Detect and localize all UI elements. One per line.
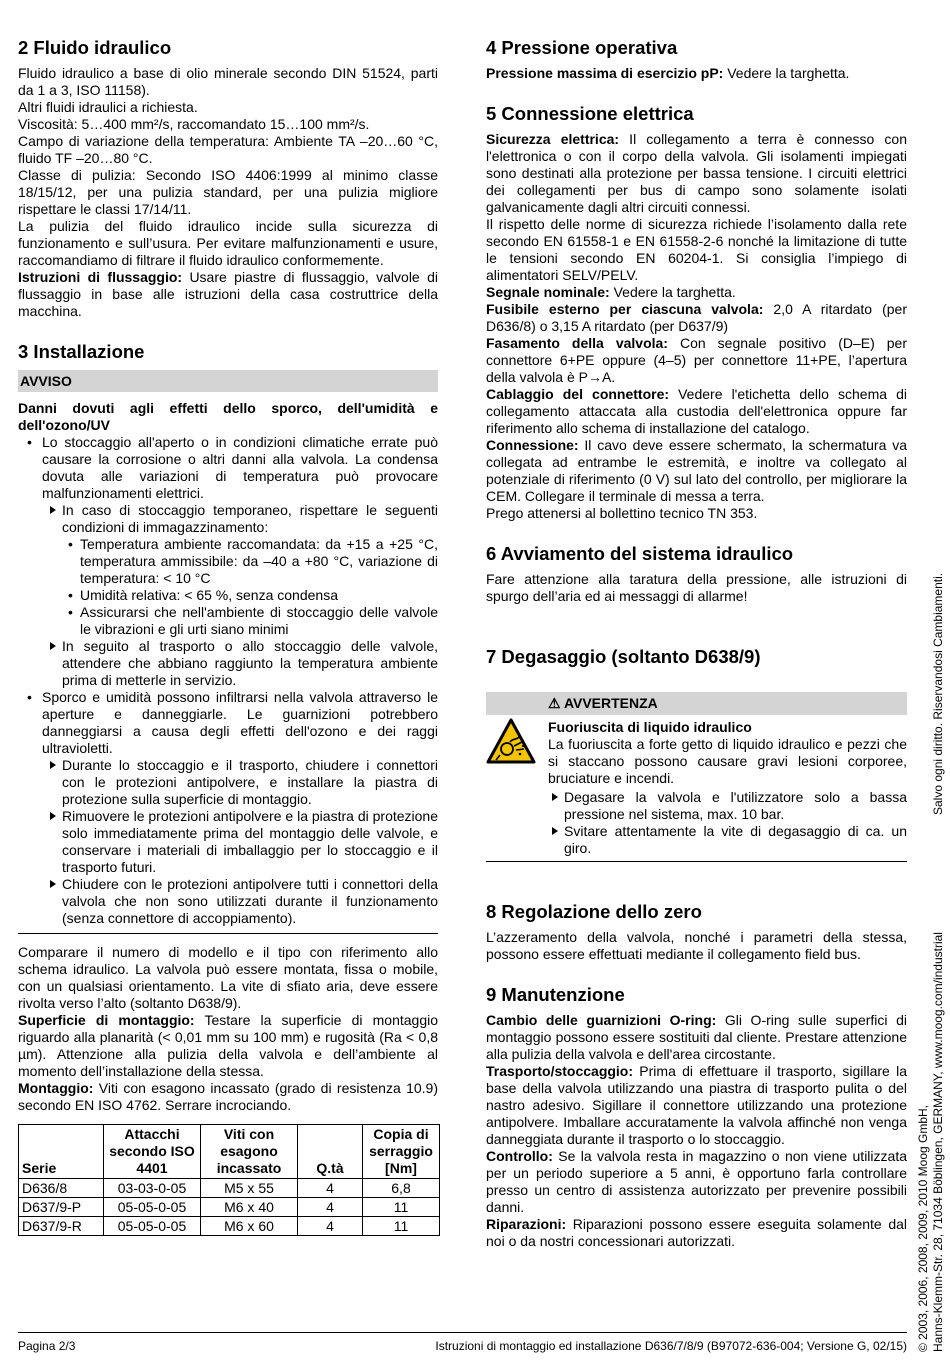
table-cell: 05-05-0-05 [104, 1198, 201, 1217]
section-3-title: 3 Installazione [18, 341, 145, 362]
table-cell: M6 x 60 [201, 1217, 298, 1236]
section-8-title: 8 Regolazione dello zero [486, 901, 702, 922]
s2-paragraph-1: Fluido idraulico a base di olio minerale secondo DIN 51524, parti da 1 a 3, ISO 11158). [18, 65, 438, 98]
table-cell: 4 [298, 1179, 363, 1198]
s9-label-4: Riparazioni: [486, 1216, 567, 1232]
table-header: Copia di serraggio [Nm] [363, 1125, 440, 1179]
s9-label-2: Trasporto/stoccaggio: [486, 1063, 634, 1079]
left-column [18, 36, 438, 1236]
screw-table [18, 1124, 440, 1236]
s9-paragraph-4 [486, 1216, 907, 1250]
address-line: Hanns-Klemm-Str. 28, 71034 Böblingen, GERMANY, www.moog.com/industrial [931, 932, 945, 1352]
s5-paragraph-8: Prego attenersi al bollettino tecnico TN 353. [486, 505, 758, 521]
pressure-label: Pressione massima di esercizio pP: [486, 65, 724, 81]
fluid-jet-hazard-icon [486, 718, 536, 764]
s5-label-7: Connessione: [486, 437, 579, 453]
s5-text-7: Il cavo deve essere schermato, la schermatura va collegata ad entrambe le estremità, e inoltre va collegato al potenziale di riferimento (0 V) sul lato del controllo, per migliorare la CEM. Collegare il terminale di messa a terra. [486, 437, 907, 504]
s5-text-1: Il collegamento a terra è connesso con l'elettronica o con il corpo della valvola. Gli isolamenti impiegati sono destinati alla protezione per bassa tensione. I circuiti elettrici dei collegamenti per bus di campo sono solamente isolati galvanicamente dagli altri circuiti connessi. [486, 131, 907, 215]
s5-paragraph-1 [486, 131, 907, 216]
copyright-line: © 2003, 2006, 2008, 2009, 2010 Moog GmbH, [916, 1104, 930, 1352]
s2-paragraph-2: Altri fluidi idraulici a richiesta. [18, 99, 198, 115]
s5-label-1: Sicurezza elettrica: [486, 131, 620, 147]
list-item: • Sporco e umidità possono infiltrarsi nella valvola attraverso le aperture e danneggiarle. Le guarnizioni potrebbero danneggiarsi a causa degli effetti dell'ozono e dei raggi ultravioletti. [18, 689, 438, 757]
compare-paragraph: Comparare il numero di modello e il tipo con riferimento allo schema idraulico. La valvola può essere montata, fissa o mobile, con un qualsiasi orientamento. La vite di sfiato aria, deve essere rivolta verso l’alto (soltanto D638/9). [18, 944, 438, 1011]
s9-label-3: Controllo: [486, 1148, 553, 1164]
warning-body [486, 719, 907, 857]
table-row [19, 1179, 440, 1198]
s5-paragraph-4 [486, 301, 907, 335]
surface-label: Superficie di montaggio: [18, 1012, 195, 1028]
table-cell: 4 [298, 1217, 363, 1236]
list-item: • Umidità relativa: < 65 %, senza condensa [18, 587, 438, 604]
mount-text: Viti con esagono incassato (grado di resistenza 10.9) secondo EN ISO 4762. Serrare incrociando. [18, 1080, 438, 1113]
s5-paragraph-2: Il rispetto delle norme di sicurezza richiede l’isolamento dalla rete secondo EN 61558-1 e EN 61558-2-6 nonché la limitazione di tutte le tensioni secondo EN 60204-1. Si consiglia l’impiego di alimentatori SELV/PELV. [486, 216, 907, 283]
warning-label: AVVERTENZA [563, 695, 658, 711]
list-item: Svitare attentamente la vite di degasaggio di ca. un giro. [548, 823, 907, 857]
rights-line: Salvo ogni diritto. Riservandosi Cambiamenti. [931, 572, 945, 815]
warning-box [486, 692, 907, 862]
table-cell: M5 x 55 [201, 1179, 298, 1198]
s5-label-3: Segnale nominale: [486, 284, 610, 300]
section-6-title: 6 Avviamento del sistema idraulico [486, 543, 794, 564]
table-header-row [19, 1125, 440, 1179]
footer [18, 1332, 907, 1353]
s5-label-5: Fasamento della valvola: [486, 335, 668, 351]
s6-paragraph: Fare attenzione alla taratura della pressione, alle istruzioni di spurgo dell’aria ed ai messaggi di allarme! [486, 571, 907, 604]
table-cell: D637/9-R [19, 1217, 104, 1236]
notice-band: AVVISO [18, 370, 438, 392]
document-reference: Istruzioni di montaggio ed installazione D636/7/8/9 (B97072-636-004; Versione G, 02/15) [435, 1339, 907, 1353]
warning-list [548, 789, 907, 857]
list-item: • Lo stoccaggio all'aperto o in condizioni climatiche errate può causare la corrosione o altri danni alla valvola. La condensa dovuta alle variazioni di temperatura può provocare malfunzionamenti elettrici. [18, 434, 438, 502]
warning-heading-text: Fuoriuscita di liquido idraulico [548, 719, 752, 735]
s5-paragraph-6 [486, 386, 907, 437]
table-cell: D636/8 [19, 1179, 104, 1198]
section-7-title: 7 Degasaggio (soltanto D638/9) [486, 646, 761, 667]
surface-text: Testare la superficie di montaggio riguardo alla planarità (< 0,01 mm su 100 mm) e rugosità (Ra < 0,8 µm). Attenzione alla pulizia della valvola e dell’ambiente al momento dell’installazione della stessa. [18, 1012, 438, 1079]
s9-text-2: Prima di effettuare il trasporto, sigillare la base della valvola utilizzando una piastra di trasporto pulita o del nastro adesivo. Sigillare il connettore utilizzando una protezione antipolvere. Imballare accuratamente la valvola affinché non venga danneggiata durante il trasporto o lo stoccaggio. [486, 1063, 907, 1147]
list-item: Chiudere con le protezioni antipolvere tutti i connettori della valvola che non sono utilizzati durante il funzionamento (senza connettore di accoppiamento). [18, 876, 438, 927]
s9-text-3: Se la valvola resta in magazzino o non viene utilizzata per un periodo superiore a 5 anni, è opportuno farla controllare presso un centro di assistenza autorizzato per prevenire possibili danni. [486, 1148, 907, 1215]
s2-paragraph-7 [18, 269, 438, 320]
s2-paragraph-5: Classe di pulizia: Secondo ISO 4406:1999 al minimo classe 18/15/12, per una pulizia standard, per una pulizia migliore rispettare le classi 17/14/11. [18, 167, 438, 217]
notice-list [18, 434, 438, 927]
s5-paragraph-3 [486, 284, 907, 301]
mount-paragraph [18, 1080, 438, 1114]
table-cell: 11 [363, 1217, 440, 1236]
list-item: In caso di stoccaggio temporaneo, rispettare le seguenti condizioni di immagazzinamento: [18, 502, 438, 536]
surface-paragraph [18, 1012, 438, 1080]
s2-paragraph-3: Viscosità: 5…400 mm²/s, raccomandato 15…100 mm²/s. [18, 116, 370, 132]
table-cell: 11 [363, 1198, 440, 1217]
table-header: Q.tà [298, 1125, 363, 1179]
table-header: Viti con esagono incassato [201, 1125, 298, 1179]
warning-triangle-icon: ⚠ [548, 695, 561, 711]
table-cell: 6,8 [363, 1179, 440, 1198]
list-item: Degasare la valvola e l'utilizzatore solo a bassa pressione nel sistema, max. 10 bar. [548, 789, 907, 823]
section-9-title: 9 Manutenzione [486, 984, 625, 1005]
s5-paragraph-7 [486, 437, 907, 505]
s5-label-4: Fusibile esterno per ciascuna valvola: [486, 301, 764, 317]
s4-paragraph [486, 65, 907, 82]
table-cell: D637/9-P [19, 1198, 104, 1217]
divider [486, 861, 907, 862]
list-item: • Temperatura ambiente raccomandata: da +15 a +25 °C, temperatura ammissibile: da –40 a +80 °C, variazione di temperatura: < 10 °C [18, 536, 438, 587]
s8-paragraph: L’azzeramento della valvola, nonché i parametri della stessa, possono essere effettuati mediante il collegamento field bus. [486, 929, 907, 962]
list-item: • Assicurarsi che nell'ambiente di stoccaggio delle valvole le vibrazioni e gli urti siano minimi [18, 604, 438, 638]
list-item: In seguito al trasporto o allo stoccaggio delle valvole, attendere che abbiano raggiunto la temperatura ambiente prima di metterle in servizio. [18, 638, 438, 689]
page-number: Pagina 2/3 [18, 1339, 76, 1353]
table-cell: 03-03-0-05 [104, 1179, 201, 1198]
divider [18, 933, 438, 934]
table-cell: 05-05-0-05 [104, 1217, 201, 1236]
list-item: Durante lo stoccaggio e il trasporto, chiudere i connettori con le protezioni antipolvere, e installare la piastra di protezione sulla superficie di montaggio. [18, 757, 438, 808]
s5-text-4: 2,0 A ritardato (per D636/8) o 3,15 A ritardato (per D637/9) [486, 301, 907, 334]
section-5-title: 5 Connessione elettrica [486, 103, 694, 124]
table-header: Serie [19, 1125, 104, 1179]
mount-label: Montaggio: [18, 1080, 94, 1096]
notice-heading [18, 400, 438, 434]
section-2-title: 2 Fluido idraulico [18, 37, 172, 58]
table-header: Attacchi secondo ISO 4401 [104, 1125, 201, 1179]
flushing-label: Istruzioni di flussaggio: [18, 269, 183, 285]
s9-label-1: Cambio delle guarnizioni O-ring: [486, 1012, 717, 1028]
s5-text-3: Vedere la targhetta. [609, 284, 736, 300]
s9-paragraph-1 [486, 1012, 907, 1063]
s5-text-6: Vedere l'etichetta dello schema di collegamento attaccata alla custodia dell'elettronica oppure far riferimento allo schema di installazione del catalogo. [486, 386, 907, 436]
list-item: Rimuovere le protezioni antipolvere e la piastra di protezione solo immediatamente prima del montaggio delle valvole, e conservare i materiali di imballaggio per lo stoccaggio e il trasporto futuri. [18, 808, 438, 876]
s9-text-4: Riparazioni possono essere eseguita solamente dal noi o da nostri concessionari autorizzati. [486, 1216, 907, 1249]
s5-text-5: Con segnale positivo (D–E) per connettore 6+PE oppure (4–5) per connettore 11+PE, l’apertura della valvola è P→A. [486, 335, 907, 385]
warning-band [486, 692, 907, 715]
s9-paragraph-3 [486, 1148, 907, 1216]
warning-text: La fuoriuscita a forte getto di liquido idraulico e pezzi che si staccano possono causare gravi lesioni corporee, bruciature e incendi. [548, 736, 907, 786]
notice-heading-text: Danni dovuti agli effetti dello sporco, dell'umidità e dell'ozono/UV [18, 400, 438, 433]
table-row [19, 1198, 440, 1217]
table-cell: 4 [298, 1198, 363, 1217]
table-cell: M6 x 40 [201, 1198, 298, 1217]
flushing-text: Usare piastre di flussaggio, valvole di flussaggio in base alle istruzioni della casa costruttrice della macchina. [18, 269, 438, 319]
s5-paragraph-5 [486, 335, 907, 386]
section-4-title: 4 Pressione operativa [486, 37, 678, 58]
s5-label-6: Cablaggio del connettore: [486, 386, 670, 402]
warning-heading [548, 719, 907, 736]
s2-paragraph-4: Campo di variazione della temperatura: Ambiente TA –20…60 °C, fluido TF –20…80 °C. [18, 133, 438, 166]
right-column [486, 36, 907, 1250]
table-row [19, 1217, 440, 1236]
s9-paragraph-2 [486, 1063, 907, 1148]
pressure-text: Vedere la targhetta. [723, 65, 850, 81]
s9-text-1: Gli O-ring sulle superfici di montaggio possono essere sostituiti dal cliente. Prestare attenzione alla pulizia della valvola e dell'area circostante. [486, 1012, 907, 1062]
s2-paragraph-6: La pulizia del fluido idraulico incide sulla sicurezza di funzionamento e sull’usura. Per evitare malfunzionamenti e usure, raccomandiamo di filtrare il fluido idraulico conformemente. [18, 218, 438, 268]
